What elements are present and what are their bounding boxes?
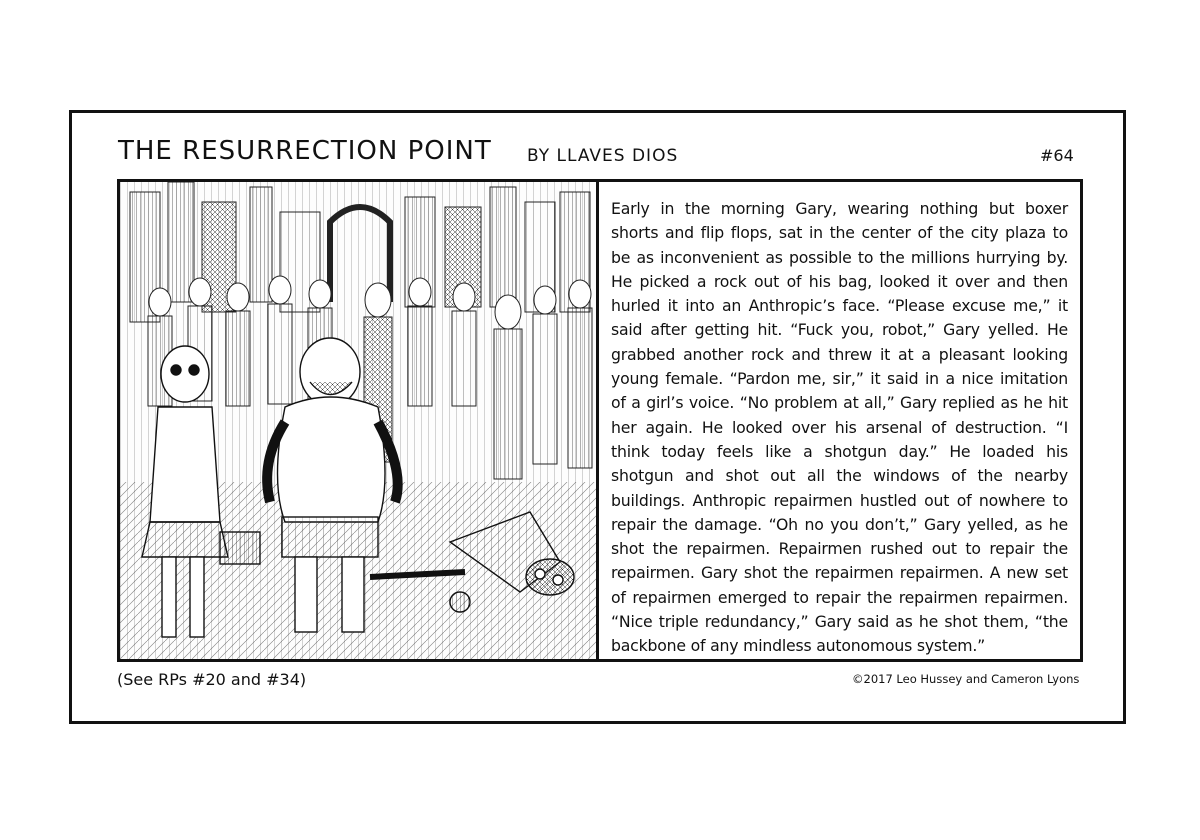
- comic-title: THE RESURRECTION POINT: [118, 136, 492, 166]
- city-plaza-illustration: [120, 182, 596, 659]
- comic-byline: BY LLAVES DIOS: [527, 146, 679, 166]
- copyright-notice: ©2017 Leo Hussey and Cameron Lyons: [852, 672, 1080, 686]
- story-panel: [599, 179, 1083, 662]
- illustration-panel: [117, 179, 599, 662]
- story-text: Early in the morning Gary, wearing nothing but boxer shorts and flip flops, sat in the center of the city plaza to be as inconvenient as possible to the millions hurrying by. He picked a rock out of his bag, looked it over and then hurled it into an Anthropic’s face. “Please excuse me,” it said after getting hit. “Fuck you, robot,” Gary yelled. He grabbed another rock and threw it at a pleasant looking young female. “Pardon me, sir,” it said in a nice imitation of a girl’s voice. “No problem at all,” Gary replied as he hit her again. He looked over his arsenal of destruction. “I think today feels like a shotgun day.” He loaded his shotgun and shot out all the windows of the nearby buildings. Anthropic repairmen hustled out of nowhere to repair the damage. “Oh no you don’t,” Gary yelled, as he shot the repairmen. Repairmen rushed out to repair the repairmen. Gary shot the repairmen repairmen. A new set of repairmen emerged to repair the repairmen repairmen. “Nice triple redundancy,” Gary said as he shot them, “the backbone of any mindless autonomous system.”: [611, 199, 1068, 656]
- issue-number: #64: [1040, 146, 1074, 165]
- footnote: (See RPs #20 and #34): [117, 670, 307, 689]
